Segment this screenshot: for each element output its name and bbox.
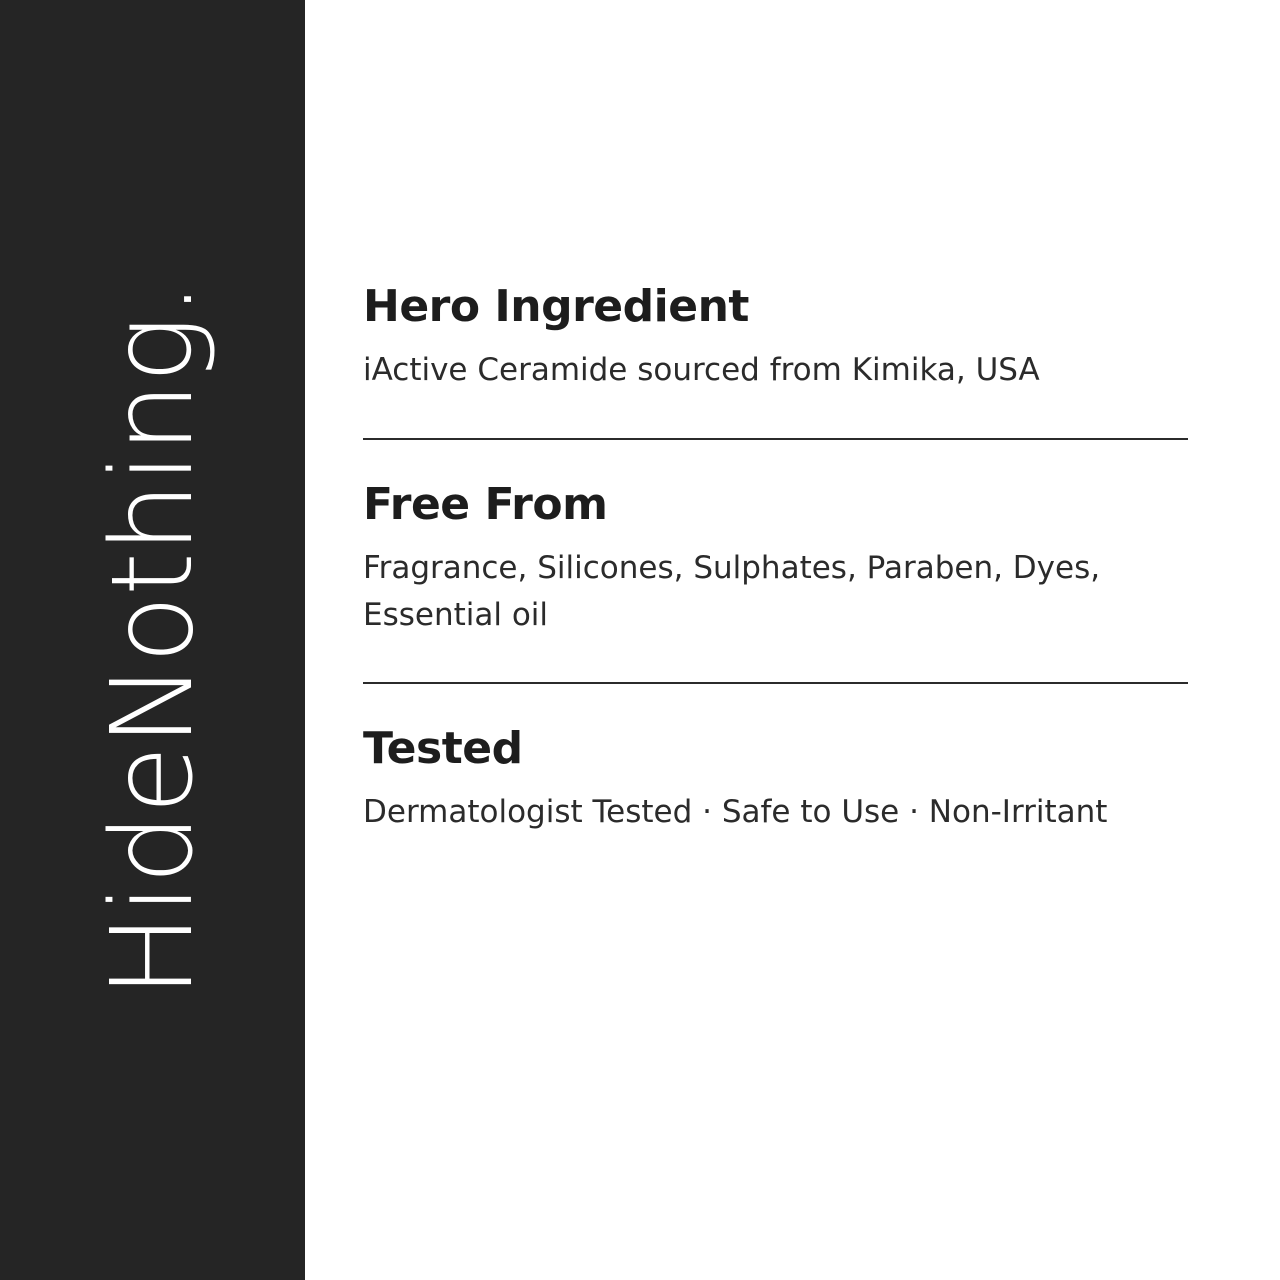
section-title: Hero Ingredient [363, 281, 749, 332]
section-body: iActive Ceramide sourced from Kimika, USA [363, 352, 1040, 389]
section-divider [363, 438, 1188, 440]
section-divider [363, 682, 1188, 684]
brand-band [0, 0, 305, 1280]
section-title: Free From [363, 478, 608, 530]
section-title: Tested [363, 723, 523, 775]
content-column [305, 0, 1280, 1280]
section-body: Dermatologist Tested · Safe to Use · Non-Irritant [363, 794, 1108, 831]
section-list [363, 282, 1188, 836]
section-tested [363, 724, 1188, 836]
brand-wordmark: HideNothing. [87, 282, 218, 998]
section-free-from [363, 480, 1188, 638]
section-body: Fragrance, Silicones, Sulphates, Paraben, Dyes, Essential oil [363, 550, 1101, 633]
section-hero-ingredient [363, 282, 1188, 394]
